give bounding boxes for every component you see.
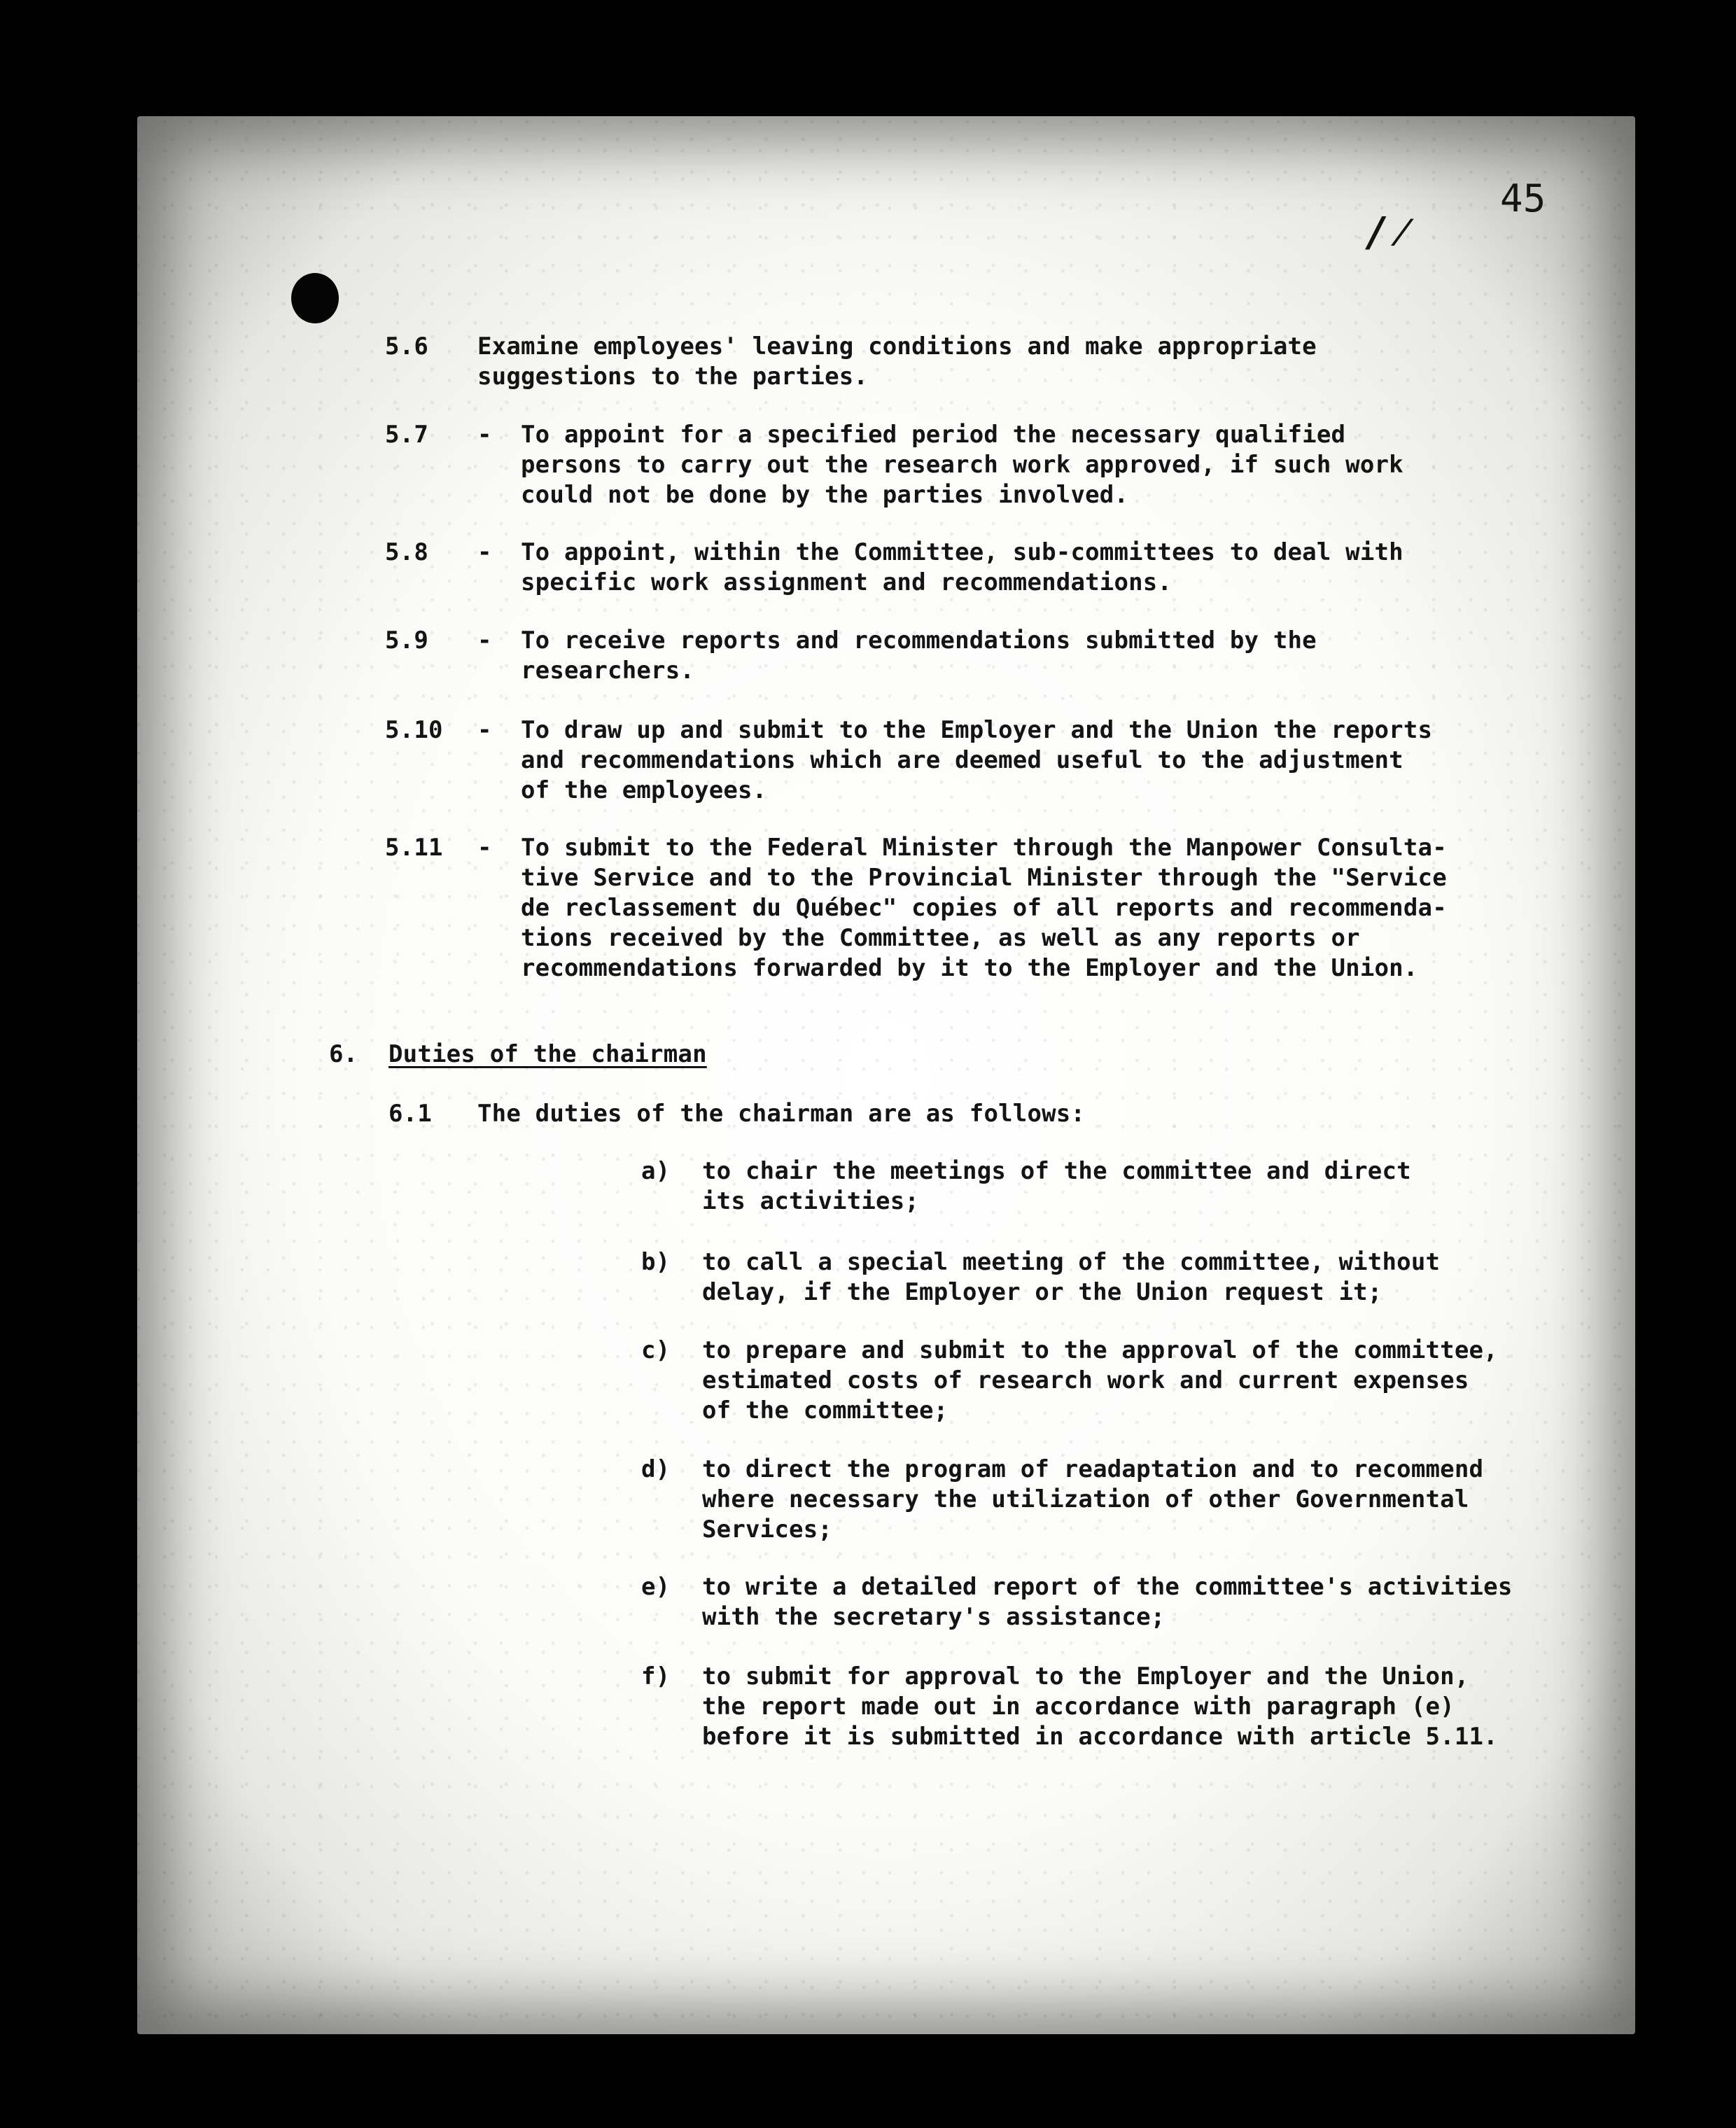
- section-6-title: Duties of the chairman: [388, 1040, 707, 1068]
- duty-text-line: to prepare and submit to the approval of the committee,: [702, 1336, 1498, 1364]
- duty-letter: f): [641, 1662, 671, 1690]
- item-text-line: persons to carry out the research work approved, if such work: [521, 451, 1404, 479]
- item-number: 5.6: [385, 332, 429, 360]
- punch-hole: [291, 273, 339, 323]
- duty-text-line: to direct the program of readaptation and to recommend: [702, 1455, 1484, 1483]
- duty-text-line: its activities;: [702, 1187, 920, 1215]
- item-dash: -: [477, 834, 492, 862]
- item-dash: -: [477, 538, 492, 566]
- duty-text-line: where necessary the utilization of other Governmental: [702, 1485, 1469, 1513]
- item-number: 5.9: [385, 626, 429, 654]
- sub-section-number: 6.1: [388, 1100, 433, 1128]
- item-text-line: specific work assignment and recommendations.: [521, 568, 1172, 596]
- duty-text-line: estimated costs of research work and current expenses: [702, 1366, 1469, 1394]
- item-number: 5.10: [385, 716, 443, 744]
- duty-text-line: to write a detailed report of the committee's activities: [702, 1573, 1513, 1601]
- item-dash: -: [477, 716, 492, 744]
- item-text-line: To appoint for a specified period the necessary qualified: [521, 421, 1346, 449]
- item-number: 5.7: [385, 421, 429, 449]
- duty-letter: b): [641, 1248, 671, 1276]
- item-text-line: To appoint, within the Committee, sub-committees to deal with: [521, 538, 1404, 566]
- duty-letter: a): [641, 1157, 671, 1185]
- duty-letter: c): [641, 1336, 671, 1364]
- duty-letter: d): [641, 1455, 671, 1483]
- duty-text-line: Services;: [702, 1516, 833, 1544]
- item-text-line: could not be done by the parties involved.: [521, 481, 1129, 509]
- item-text-line: researchers.: [521, 657, 695, 685]
- duty-text-line: with the secretary's assistance;: [702, 1603, 1166, 1631]
- duties-intro: The duties of the chairman are as follows:: [477, 1100, 1086, 1128]
- item-text-line: recommendations forwarded by it to the Employer and the Union.: [521, 954, 1418, 982]
- duty-text-line: of the committee;: [702, 1396, 948, 1424]
- item-number: 5.8: [385, 538, 429, 566]
- item-text-line: tive Service and to the Provincial Minister through the "Service: [521, 864, 1447, 892]
- duty-text-line: to chair the meetings of the committee and direct: [702, 1157, 1411, 1185]
- duty-text-line: to call a special meeting of the committee, without: [702, 1248, 1441, 1276]
- item-text-line: suggestions to the parties.: [477, 363, 869, 391]
- item-text-line: of the employees.: [521, 776, 767, 804]
- item-text-line: Examine employees' leaving conditions and make appropriate: [477, 332, 1317, 360]
- item-text-line: To draw up and submit to the Employer and the Union the reports: [521, 716, 1433, 744]
- item-text-line: tions received by the Committee, as well as any reports or: [521, 924, 1360, 952]
- item-text-line: To submit to the Federal Minister through the Manpower Consulta-: [521, 834, 1447, 862]
- item-number: 5.11: [385, 834, 443, 862]
- item-text-line: To receive reports and recommendations submitted by the: [521, 626, 1317, 654]
- duty-text-line: to submit for approval to the Employer and the Union,: [702, 1662, 1469, 1690]
- duty-text-line: delay, if the Employer or the Union request it;: [702, 1278, 1382, 1306]
- section-6-number: 6.: [329, 1040, 358, 1068]
- item-dash: -: [477, 421, 492, 449]
- page-number: 45: [1500, 176, 1546, 220]
- item-text-line: and recommendations which are deemed useful to the adjustment: [521, 746, 1404, 774]
- duty-letter: e): [641, 1573, 671, 1601]
- duty-text-line: the report made out in accordance with paragraph (e): [702, 1693, 1455, 1721]
- duty-text-line: before it is submitted in accordance with article 5.11.: [702, 1723, 1498, 1751]
- item-text-line: de reclassement du Québec" copies of all reports and recommenda-: [521, 894, 1447, 922]
- item-dash: -: [477, 626, 492, 654]
- handwritten-mark: /⁄: [1365, 208, 1415, 255]
